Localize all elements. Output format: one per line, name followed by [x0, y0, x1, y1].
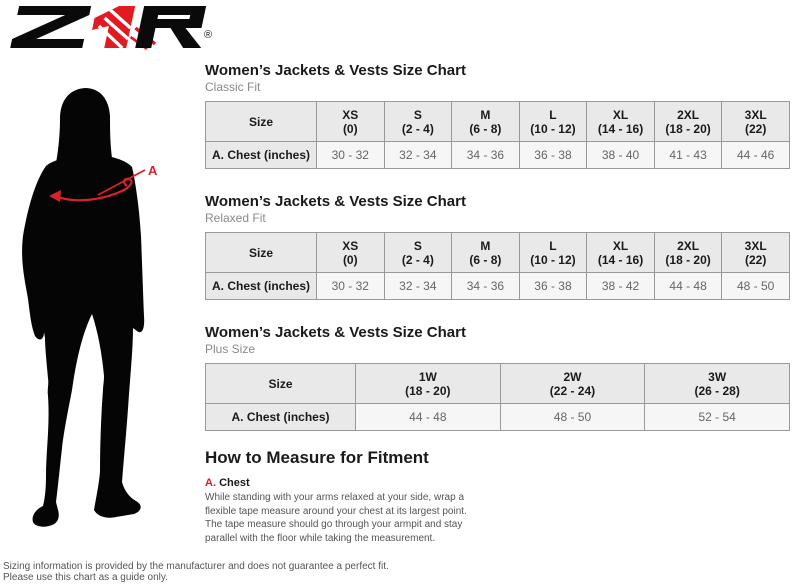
col-header: 2XL (18 - 20): [654, 102, 722, 142]
section-relaxed-fit: [205, 193, 791, 300]
measure-item-chest: [205, 477, 791, 490]
section-subtitle: Classic Fit: [205, 80, 261, 94]
col-header: XS (0): [317, 102, 385, 142]
chest-value: 32 - 34: [384, 273, 452, 300]
row-label-chest: A. Chest (inches): [206, 273, 317, 300]
table-header-row: [206, 233, 790, 273]
measure-item-name: Chest: [219, 477, 250, 489]
col-header: 3XL (22): [722, 233, 790, 273]
content-column: [205, 0, 791, 586]
chest-value: 44 - 48: [356, 404, 501, 431]
table-row: [206, 142, 790, 169]
col-header: 1W (18 - 20): [356, 364, 501, 404]
measure-label-a: A: [148, 163, 158, 178]
logo-letter-z: [10, 6, 91, 48]
table-row: [206, 404, 790, 431]
col-header: M (6 - 8): [452, 233, 520, 273]
chest-value: 44 - 46: [722, 142, 790, 169]
disclaimer-line-2: Please use this chart as a guide only.: [3, 572, 168, 583]
silhouette-body: [22, 154, 144, 527]
section-title: Women’s Jackets & Vests Size Chart: [205, 193, 466, 210]
logo-letter-r: [135, 6, 213, 48]
chest-value: 36 - 38: [519, 142, 587, 169]
col-header: L (10 - 12): [519, 102, 587, 142]
col-header: L (10 - 12): [519, 233, 587, 273]
section-classic-fit: [205, 62, 791, 169]
size-header-cell: Size: [206, 364, 356, 404]
measure-item-description: While standing with your arms relaxed at your side, wrap a flexible tape measure around your chest at its largest point. The tape measure should go through your armpit and stay parallel with the floor while taking the measurement.: [205, 492, 467, 544]
col-header: 3XL (22): [722, 102, 790, 142]
size-header-cell: Size: [206, 233, 317, 273]
col-header: M (6 - 8): [452, 102, 520, 142]
chest-value: 38 - 40: [587, 142, 655, 169]
z1r-logo: [8, 2, 222, 52]
chest-value: 30 - 32: [317, 142, 385, 169]
section-plus-size: [205, 324, 791, 431]
chest-value: 34 - 36: [452, 142, 520, 169]
chest-value: 44 - 48: [654, 273, 722, 300]
col-header: XS (0): [317, 233, 385, 273]
chest-value: 32 - 34: [384, 142, 452, 169]
chest-value: 48 - 50: [722, 273, 790, 300]
section-subtitle: Plus Size: [205, 342, 256, 356]
chest-value: 48 - 50: [500, 404, 645, 431]
row-label-chest: A. Chest (inches): [206, 404, 356, 431]
chest-value: 38 - 42: [587, 273, 655, 300]
size-table-relaxed-fit: [205, 232, 790, 300]
z1r-logo-art: [8, 2, 222, 52]
section-title: Women’s Jackets & Vests Size Chart: [205, 62, 466, 79]
measurement-figure: [12, 86, 172, 531]
col-header: S (2 - 4): [384, 102, 452, 142]
disclaimer-footer: [3, 561, 389, 583]
section-subtitle: Relaxed Fit: [205, 211, 266, 225]
row-label-chest: A. Chest (inches): [206, 142, 317, 169]
col-header: 2W (22 - 24): [500, 364, 645, 404]
chest-value: 34 - 36: [452, 273, 520, 300]
registered-mark: ®: [204, 29, 213, 41]
chest-value: 30 - 32: [317, 273, 385, 300]
size-table-plus-size: [205, 363, 790, 431]
col-header: XL (14 - 16): [587, 102, 655, 142]
table-row: [206, 273, 790, 300]
chest-value: 41 - 43: [654, 142, 722, 169]
how-to-measure-section: [205, 448, 791, 545]
size-header-cell: Size: [206, 102, 317, 142]
col-header: S (2 - 4): [384, 233, 452, 273]
col-header: XL (14 - 16): [587, 233, 655, 273]
chest-value: 52 - 54: [645, 404, 790, 431]
measure-item-letter: A.: [205, 477, 216, 489]
section-title: Women’s Jackets & Vests Size Chart: [205, 324, 466, 341]
how-to-measure-heading: How to Measure for Fitment: [205, 448, 429, 467]
disclaimer-line-1: Sizing information is provided by the manufacturer and does not guarantee a perfect fit.: [3, 561, 389, 572]
col-header: 2XL (18 - 20): [654, 233, 722, 273]
woman-silhouette: [12, 86, 172, 531]
col-header: 3W (26 - 28): [645, 364, 790, 404]
chest-value: 36 - 38: [519, 273, 587, 300]
table-header-row: [206, 102, 790, 142]
size-table-classic-fit: [205, 101, 790, 169]
table-header-row: [206, 364, 790, 404]
